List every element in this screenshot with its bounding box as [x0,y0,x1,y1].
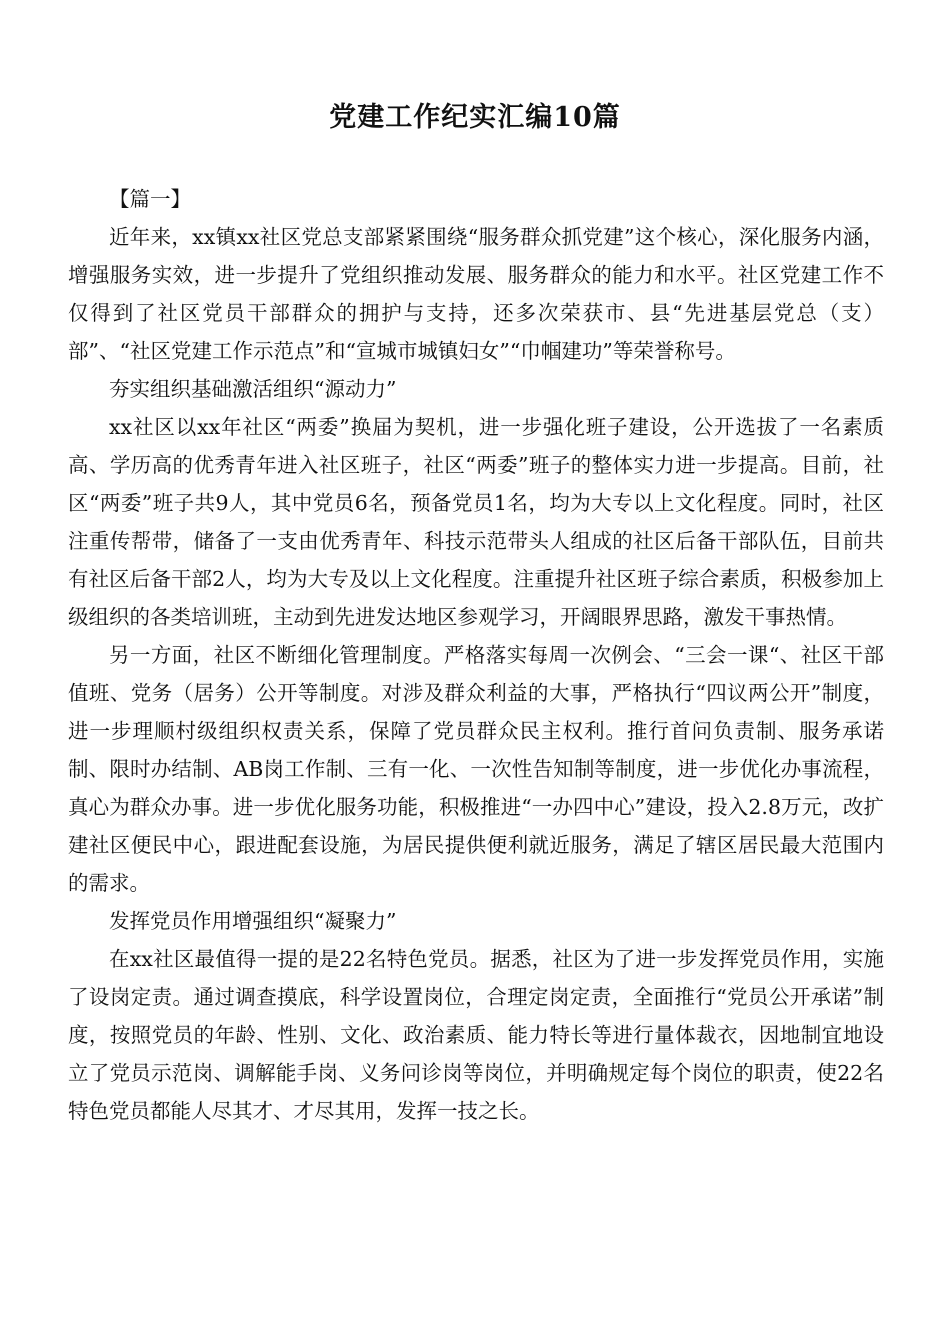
document-body [68,180,884,1130]
paragraph-management: 另一方面，社区不断细化管理制度。严格落实每周一次例会、“三会一课“、社区干部值班、党务（居务）公开等制度。对涉及群众利益的大事，严格执行“四议两公开”制度，进一步理顺村级组织权责关系，保障了党员群众民主权利。推行首问负责制、服务承诺制、限时办结制、AB岗工作制、三有一化、一次性告知制等制度，进一步优化办事流程，真心为群众办事。进一步优化服务功能，积极推进“一办四中心”建设，投入2.8万元，改扩建社区便民中心，跟进配套设施，为居民提供便利就近服务，满足了辖区居民最大范围内的需求。 [68,643,884,895]
subheading-members: 发挥党员作用增强组织“凝聚力” [109,909,397,933]
paragraph-featured-members: 在xx社区最值得一提的是22名特色党员。据悉，社区为了进一步发挥党员作用，实施了设岗定责。通过调查摸底，科学设置岗位，合理定岗定责，全面推行“党员公开承诺”制度，按照党员的年龄、性别、文化、政治素质、能力特长等进行量体裁衣，因地制宜地设立了党员示范岗、调解能手岗、义务问诊岗等岗位，并明确规定每个岗位的职责，使22名特色党员都能人尽其才、才尽其用，发挥一技之长。 [68,947,884,1123]
document-title: 党建工作纪实汇编10篇 [329,102,621,133]
paragraph-team-building: xx社区以xx年社区“两委”换届为契机，进一步强化班子建设，公开选拔了一名素质高、学历高的优秀青年进入社区班子，社区“两委”班子的整体实力进一步提高。目前，社区“两委”班子共9人，其中党员6名，预备党员1名，均为大专以上文化程度。同时，社区注重传帮带，储备了一支由优秀青年、科技示范带头人组成的社区后备干部队伍，目前共有社区后备干部2人，均为大专及以上文化程度。注重提升社区班子综合素质，积极参加上级组织的各类培训班，主动到先进发达地区参观学习，开阔眼界思路，激发干事热情。 [68,415,884,629]
paragraph-intro: 近年来，xx镇xx社区党总支部紧紧围绕“服务群众抓党建”这个核心，深化服务内涵，增强服务实效，进一步提升了党组织推动发展、服务群众的能力和水平。社区党建工作不仅得到了社区党员干部群众的拥护与支持，还多次荣获市、县“先进基层党总（支）部”、“社区党建工作示范点”和“宣城市城镇妇女”“巾帼建功”等荣誉称号。 [68,225,884,363]
section-label: 【篇一】 [109,187,191,211]
subheading-organization: 夯实组织基础激活组织“源动力” [109,377,397,401]
